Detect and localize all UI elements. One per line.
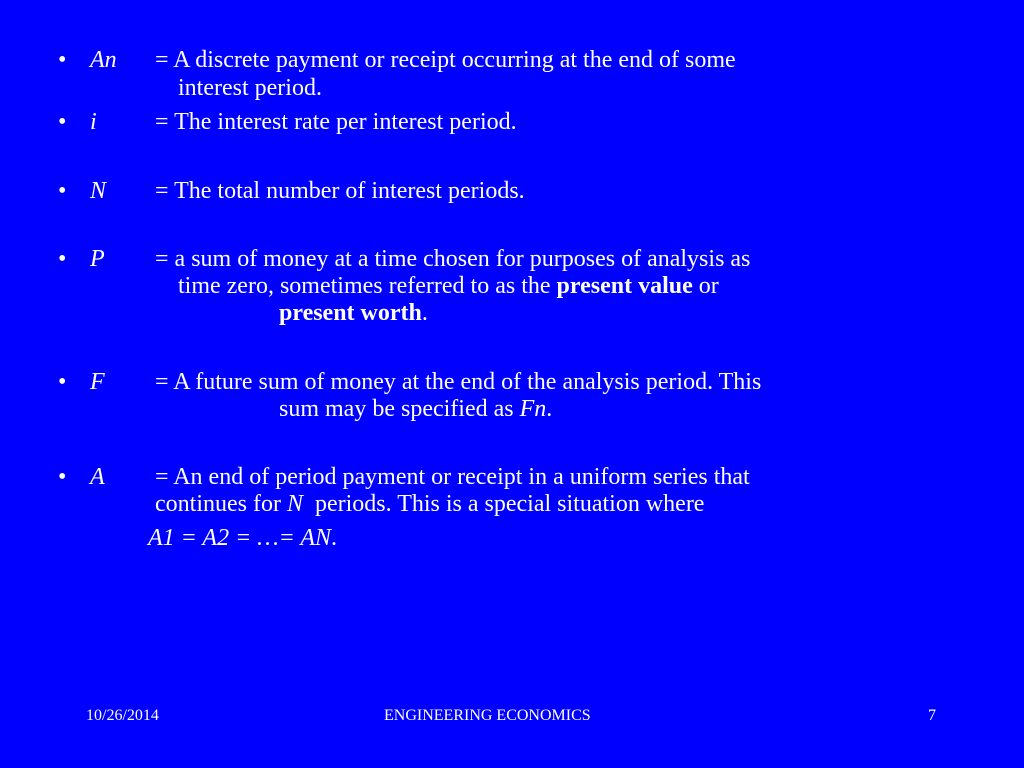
definition-f-line2-text: sum may be specified as bbox=[279, 396, 520, 422]
bullet-glyph: • bbox=[58, 369, 67, 395]
definition-p-line3 bbox=[279, 299, 428, 327]
definition-p-line1: = a sum of money at a time chosen for purposes of analysis as bbox=[155, 246, 751, 272]
definition-an-line2: interest period. bbox=[178, 75, 322, 101]
definition-p-line2-text: time zero, sometimes referred to as the bbox=[178, 273, 557, 299]
definition-f-line2-suffix: . bbox=[546, 396, 553, 422]
definition-a-line2 bbox=[155, 490, 704, 518]
uniform-series-equation bbox=[148, 524, 337, 552]
definition-i: = The interest rate per interest period. bbox=[155, 109, 517, 135]
term-f: F bbox=[90, 369, 105, 395]
present-value-term: present value bbox=[556, 273, 693, 299]
equation-suffix: . bbox=[331, 525, 338, 551]
term-i: i bbox=[90, 109, 97, 135]
bullet-glyph: • bbox=[58, 178, 67, 204]
term-p: P bbox=[90, 246, 105, 272]
bullet-glyph: • bbox=[58, 47, 67, 73]
definition-an-line1: = A discrete payment or receipt occurring at the end of some bbox=[155, 47, 736, 73]
bullet-glyph: • bbox=[58, 464, 67, 490]
footer-page-number: 7 bbox=[928, 707, 936, 724]
term-an: An bbox=[90, 47, 117, 73]
fn-symbol: Fn bbox=[519, 396, 547, 422]
bullet-glyph: • bbox=[58, 246, 67, 272]
definition-f-line2 bbox=[279, 395, 552, 423]
definition-a-line1: = An end of period payment or receipt in a uniform series that bbox=[155, 464, 750, 490]
definition-n: = The total number of interest periods. bbox=[155, 178, 525, 204]
footer-title: ENGINEERING ECONOMICS bbox=[384, 707, 591, 724]
definition-p-line2 bbox=[178, 272, 719, 300]
term-a: A bbox=[90, 464, 105, 490]
present-worth-term: present worth bbox=[279, 300, 422, 326]
equation-text: A1 = A2 = …= AN bbox=[148, 525, 332, 551]
n-symbol: N bbox=[286, 491, 303, 517]
definition-a-line2-text: continues for bbox=[155, 491, 287, 517]
term-n: N bbox=[90, 178, 107, 204]
definition-p-line2-suffix: or bbox=[692, 273, 719, 299]
definition-p-line3-suffix: . bbox=[421, 300, 428, 326]
definition-f-line1: = A future sum of money at the end of the analysis period. This bbox=[155, 369, 762, 395]
definition-a-line2-suffix: periods. This is a special situation where bbox=[302, 491, 705, 517]
bullet-glyph: • bbox=[58, 109, 67, 135]
footer-date: 10/26/2014 bbox=[86, 707, 159, 724]
